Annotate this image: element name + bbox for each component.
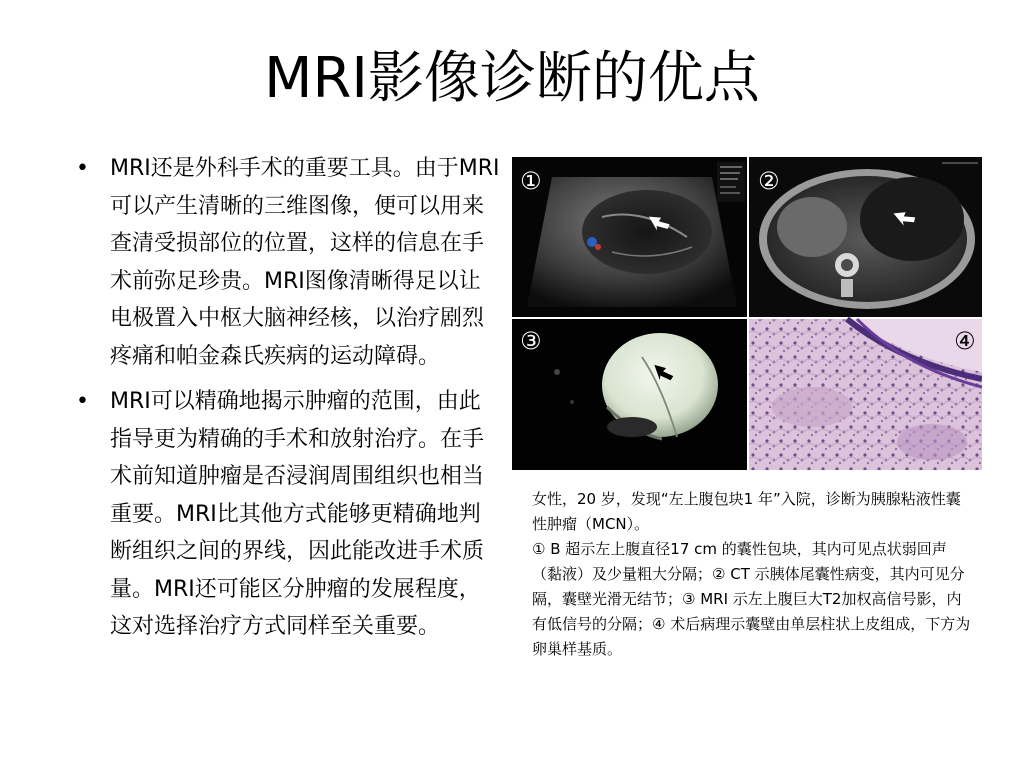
bullet-text: MRI还是外科手术的重要工具。由于MRI可以产生清晰的三维图像，便可以用来查清受损部位的位置，这样的信息在手术前弥足珍贵。MRI图像清晰得足以让电极置入中枢大脑神经核，以治疗剧烈疼痛和帕金森氏疾病的运动障碍。 bbox=[110, 156, 500, 369]
panel-label-4: ④ bbox=[954, 327, 976, 355]
figure-svg bbox=[512, 157, 982, 470]
panel-label-3: ③ bbox=[520, 327, 542, 355]
ultrasound-panel bbox=[512, 157, 747, 317]
bullet-item bbox=[72, 150, 502, 375]
caption-line: ① B 超示左上腹直径17 cm 的囊性包块，其内可见点状弱回声（黏液）及少量粗大分隔；② CT 示胰体尾囊性病变，其内可见分隔，囊壁光滑无结节；③ MRI 示左上腹巨大T2加权高信号影，内有低信号的分隔；④ 术后病理示囊壁由单层柱状上皮组成，下方为卵巢样基质。 bbox=[532, 540, 971, 658]
medical-image-figure bbox=[512, 157, 982, 470]
figure-caption bbox=[532, 487, 972, 662]
mri-panel bbox=[512, 319, 747, 470]
slide-title: MRI影像诊断的优点 bbox=[264, 46, 760, 111]
bullet-list bbox=[72, 150, 502, 654]
panel-label-2: ② bbox=[758, 167, 780, 195]
bullet-text: MRI可以精确地揭示肿瘤的范围，由此指导更为精确的手术和放射治疗。在手术前知道肿瘤是否浸润周围组织也相当重要。MRI比其他方式能够更精确地判断组织之间的界线，因此能改进手术质量。MRI还可能区分肿瘤的发展程度，这对选择治疗方式同样至关重要。 bbox=[110, 389, 485, 639]
bullet-marker: • bbox=[76, 156, 89, 181]
histology-panel bbox=[749, 319, 982, 470]
ct-panel bbox=[749, 157, 982, 317]
bullet-item bbox=[72, 383, 502, 646]
panel-label-1: ① bbox=[520, 167, 542, 195]
caption-line: 女性，20 岁，发现“左上腹包块1 年”入院，诊断为胰腺粘液性囊性肿瘤（MCN）。 bbox=[532, 490, 961, 533]
bullet-marker: • bbox=[76, 389, 89, 414]
